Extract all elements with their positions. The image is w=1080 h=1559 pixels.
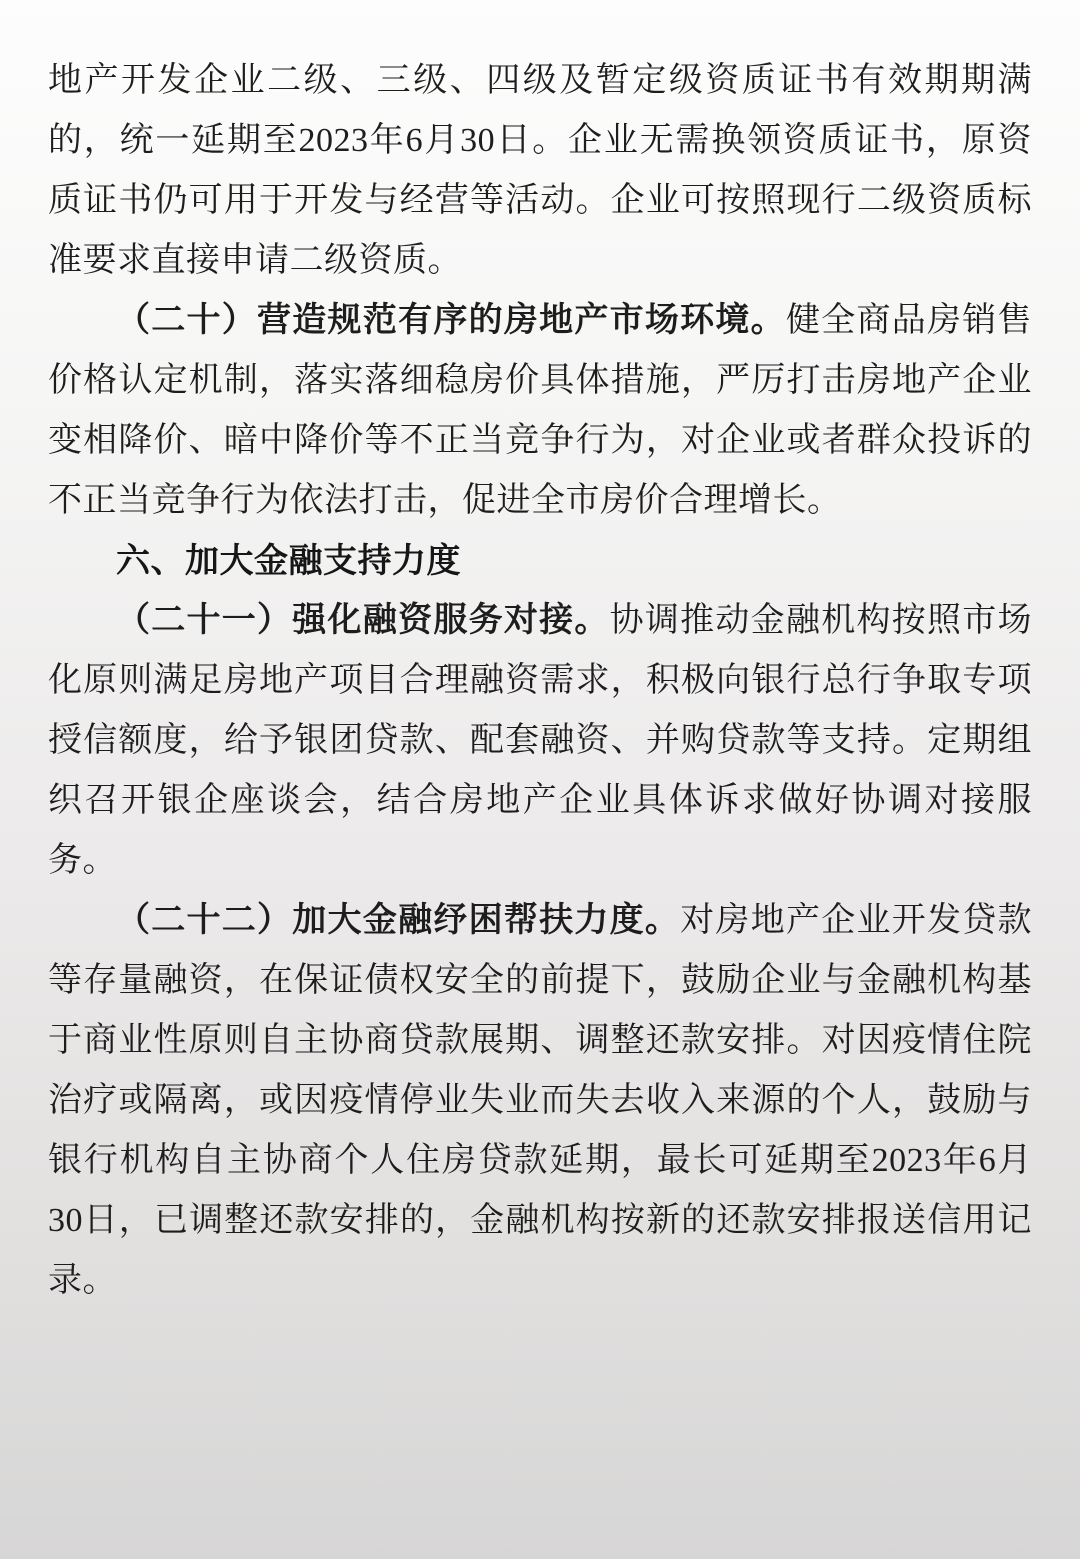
paragraph-item-20 bbox=[48, 291, 1032, 531]
paragraph-lead-bold: （二十二）加大金融纾困帮扶力度。 bbox=[116, 902, 681, 939]
paragraph-text: 协调推动金融机构按照市场化原则满足房地产项目合理融资需求，积极向银行总行争取专项授信额度，给予银团贷款、配套融资、并购贷款等支持。定期组织召开银企座谈会，结合房地产企业具体诉求做好协调对接服务。 bbox=[48, 602, 1032, 879]
paragraph-item-21 bbox=[48, 591, 1032, 891]
paragraph-text: 对房地产企业开发贷款等存量融资，在保证债权安全的前提下，鼓励企业与金融机构基于商业性原则自主协商贷款展期、调整还款安排。对因疫情住院治疗或隔离，或因疫情停业失业而失去收入来源的个人，鼓励与银行机构自主协商个人住房贷款延期，最长可延期至2023年6月30日，已调整还款安排的，金融机构按新的还款安排报送信用记录。 bbox=[48, 902, 1033, 1299]
paragraph-continuation bbox=[48, 51, 1032, 291]
paragraph-lead-bold: （二十）营造规范有序的房地产市场环境。 bbox=[116, 302, 786, 339]
section-heading-six: 六、加大金融支持力度 bbox=[116, 542, 461, 580]
paragraph-lead-bold: （二十一）强化融资服务对接。 bbox=[116, 602, 610, 639]
paragraph-text: 健全商品房销售价格认定机制，落实落细稳房价具体措施，严厉打击房地产企业变相降价、暗中降价等不正当竞争行为，对企业或者群众投诉的不正当竞争行为依法打击，促进全市房价合理增长。 bbox=[48, 302, 1033, 519]
paragraph-item-22 bbox=[48, 891, 1032, 1311]
paragraph-text: 地产开发企业二级、三级、四级及暂定级资质证书有效期期满的，统一延期至2023年6月30日。企业无需换领资质证书，原资质证书仍可用于开发与经营等活动。企业可按照现行二级资质标准要求直接申请二级资质。 bbox=[48, 62, 1032, 279]
